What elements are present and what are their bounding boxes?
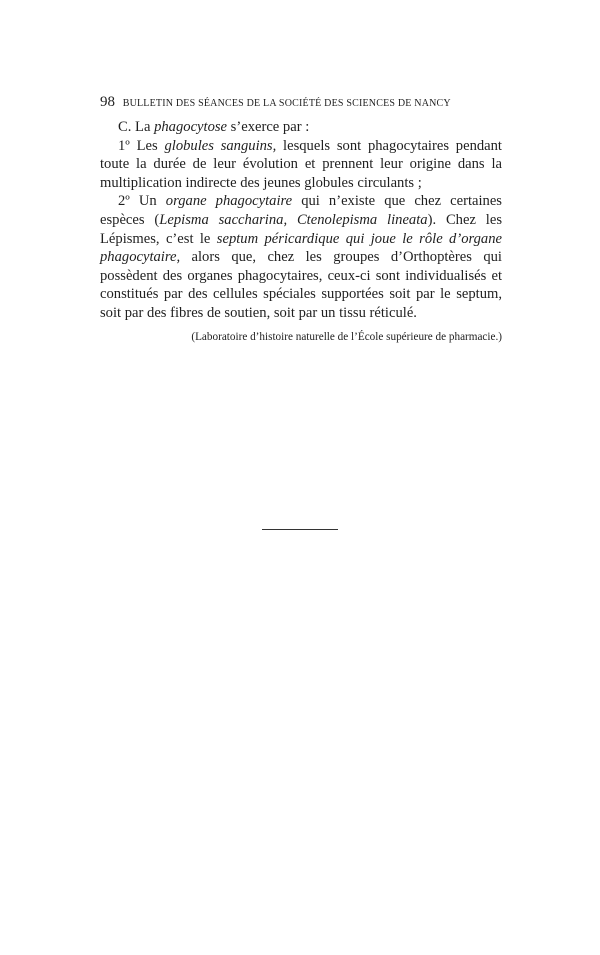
paragraph-text: ). Chez les Lépismes, c’est le	[100, 211, 502, 247]
italic-term: organe phagocytaire	[165, 193, 293, 210]
page-number: 98	[100, 94, 115, 110]
species-names: Lepisma saccharina, Ctenolepisma lineata	[159, 211, 428, 228]
paragraph-text: C. La	[118, 119, 155, 135]
paragraph-phagocytose	[100, 118, 502, 137]
italic-term: septum péricardique qui joue le rôle d’organe phagocytaire,	[100, 230, 503, 266]
paragraph-text: lesquels sont phagocytaires pendant toute la durée de leur évolution et prennent leur origine dans la multiplication indirecte des jeunes globules circulants ;	[100, 137, 502, 191]
paragraph-globules	[100, 137, 502, 193]
running-head	[100, 96, 484, 110]
running-title: BULLETIN DES SÉANCES DE LA SOCIÉTÉ DES SCIENCES DE NANCY	[122, 98, 451, 109]
paragraph-text: 2º Un	[118, 193, 166, 210]
paragraph-organe	[100, 192, 502, 322]
paragraph-text: qui n’existe que chez certaines espèces (	[100, 193, 502, 228]
paragraph-text: 1º Les	[118, 137, 165, 154]
italic-term: globules sanguins,	[164, 137, 277, 154]
laboratory-credit: (Laboratoire d’histoire naturelle de l’École supérieure de pharmacie.)	[191, 331, 502, 343]
paragraph-text: s’exerce par :	[227, 119, 310, 135]
italic-term: phagocytose	[154, 119, 228, 135]
body-text	[100, 118, 502, 323]
paragraph-text: alors que, chez les groupes d’Orthoptères qui possèdent des organes phagocytaires, ceux-ci sont individualisés et constitués par des cellules spéciales supportées soit par le septum, soit par des fibres de soutien, soit par un tissu réticulé.	[100, 249, 502, 321]
end-rule	[262, 529, 338, 530]
